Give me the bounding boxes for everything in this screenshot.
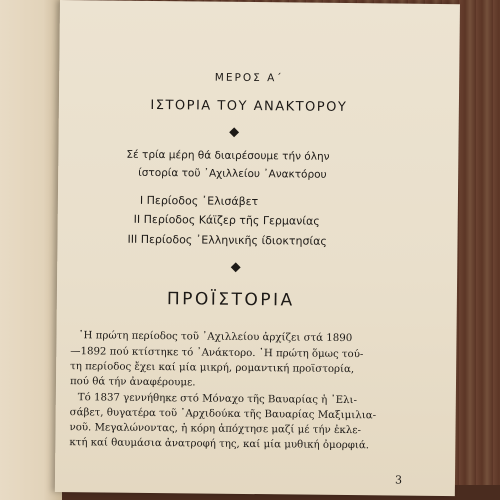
period-item: II Περίοδος Κάϊζερ τῆς Γερμανίας — [133, 212, 320, 228]
diamond-ornament-icon — [231, 262, 241, 272]
section-heading: ΠΡΟΪΣΤΟΡΙΑ — [166, 289, 295, 311]
body-text-line: σάβετ, θυγατέρα τοῦ ᾽Αρχιδούκα τῆς Βαυαρίας Μαξιμιλια- — [69, 407, 377, 422]
period-item: III Περίοδος ᾽Ελληνικῆς ίδιοκτησίας — [127, 232, 327, 248]
part-heading: ΜΕΡΟΣ Α΄ — [214, 71, 284, 85]
body-text-line: κτή καί θαυμάσια ἀνατροφή της, καί μία μυθική ὀμορφιά. — [69, 437, 370, 452]
body-text-line: Τό 1837 γεννήθηκε στό Μόναχο τῆς Βαυαρίας ἡ ᾽Ελι- — [77, 392, 358, 407]
intro-line: Σέ τρία μέρη θά διαιρέσουμε τήν όλην — [126, 148, 330, 163]
body-text-line: ῾Η πρώτη περίοδος τοῦ ᾽Αχιλλείου ἀρχίζει στά 1890 — [78, 330, 353, 345]
body-text-line: νοῦ. Μεγαλώνοντας, ἡ κόρη ἀπόχτησε μαζί μέ τήν ἐκλε- — [69, 422, 362, 437]
page-number: 3 — [394, 473, 403, 487]
body-text-line: τη περίοδος ἔχει καί μία μικρή, ρομαντική προϊστορία, — [70, 361, 355, 376]
diamond-ornament-icon — [229, 127, 239, 137]
period-item: I Περίοδος ᾽Ελισάβετ — [139, 193, 259, 209]
intro-line: ίστορία τοῦ ᾽Αχιλλείου ᾽Ανακτόρου — [138, 166, 327, 181]
left-book-page — [0, 0, 62, 500]
body-text-line: —1892 πού κτίστηκε τό ᾽Ανάκτορο. ῾Η πρώτη ὅμως τού- — [70, 346, 364, 361]
body-text-line: πού θά τήν ἀναφέρουμε. — [69, 376, 196, 389]
chapter-title: ΙΣΤΟΡΙΑ ΤΟΥ ΑΝΑΚΤΟΡΟΥ — [150, 97, 348, 116]
book-page — [55, 0, 460, 496]
